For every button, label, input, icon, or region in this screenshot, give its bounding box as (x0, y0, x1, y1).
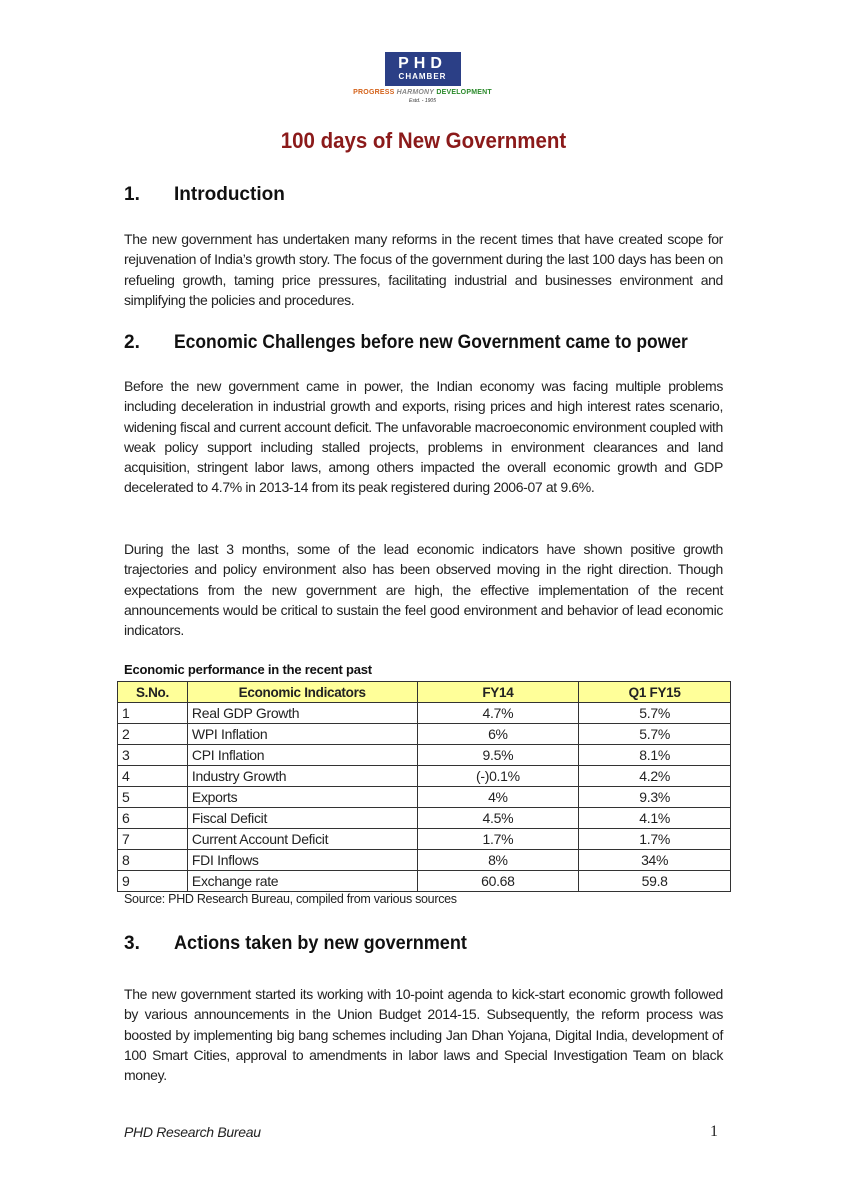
cell-indicator: Industry Growth (187, 766, 417, 787)
section-title: Introduction (174, 184, 285, 205)
table-header-row (118, 682, 731, 703)
cell-indicator: Current Account Deficit (187, 829, 417, 850)
cell-sno: 6 (118, 808, 188, 829)
logo-established: Estd. - 1905 (409, 98, 436, 104)
phd-chamber-logo (340, 52, 505, 114)
cell-q1fy15: 4.2% (579, 766, 731, 787)
document-title: 100 days of New Government (280, 128, 567, 153)
cell-fy14: (-)0.1% (417, 766, 579, 787)
cell-indicator: FDI Inflows (187, 850, 417, 871)
logo-tagline-progress: PROGRESS (353, 89, 395, 96)
table-row (118, 703, 731, 724)
table-row (118, 766, 731, 787)
cell-q1fy15: 8.1% (579, 745, 731, 766)
economic-performance-table (117, 681, 731, 892)
logo-tagline (340, 89, 505, 96)
section-heading-introduction (124, 184, 285, 206)
introduction-paragraph: The new government has undertaken many reforms in the recent times that have created scope for rejuvenation of India’s growth story. The focus of the government during the last 100 days has been on refueling growth, taming price pressures, facilitating industrial and businesses environment and simplifying the policies and procedures. (124, 231, 723, 308)
table-source-note: Source: PHD Research Bureau, compiled from various sources (124, 892, 457, 906)
cell-fy14: 60.68 (417, 871, 579, 892)
cell-fy14: 8% (417, 850, 579, 871)
cell-indicator: Real GDP Growth (187, 703, 417, 724)
cell-sno: 3 (118, 745, 188, 766)
table-row (118, 787, 731, 808)
cell-sno: 2 (118, 724, 188, 745)
column-header-indicator: Economic Indicators (187, 682, 417, 703)
section-title: Economic Challenges before new Government came to power (174, 332, 688, 353)
cell-sno: 8 (118, 850, 188, 871)
logo-tagline-harmony: HARMONY (396, 89, 435, 96)
section-number: 1. (124, 184, 140, 205)
cell-q1fy15: 1.7% (579, 829, 731, 850)
column-header-fy14: FY14 (417, 682, 579, 703)
economic-challenges-paragraph-2: During the last 3 months, some of the lead economic indicators have shown positive growth trajectories and policy environment also has been observed moving in the right direction. Though expectations from the new government are high, the effective implementation of the recent announcements would be critical to sustain the feel good environment and behavior of lead economic indicators. (124, 541, 723, 639)
cell-q1fy15: 59.8 (579, 871, 731, 892)
cell-sno: 9 (118, 871, 188, 892)
footer-publisher: PHD Research Bureau (124, 1124, 261, 1140)
cell-q1fy15: 34% (579, 850, 731, 871)
column-header-q1fy15: Q1 FY15 (579, 682, 731, 703)
logo-tagline-development: DEVELOPMENT (436, 89, 492, 96)
table-row (118, 829, 731, 850)
cell-indicator: Fiscal Deficit (187, 808, 417, 829)
cell-q1fy15: 5.7% (579, 703, 731, 724)
table-row (118, 724, 731, 745)
table-row (118, 745, 731, 766)
cell-fy14: 1.7% (417, 829, 579, 850)
cell-fy14: 9.5% (417, 745, 579, 766)
cell-sno: 4 (118, 766, 188, 787)
cell-indicator: Exchange rate (187, 871, 417, 892)
cell-sno: 1 (118, 703, 188, 724)
column-header-sno: S.No. (118, 682, 188, 703)
cell-indicator: Exports (187, 787, 417, 808)
table-row (118, 850, 731, 871)
cell-indicator: CPI Inflation (187, 745, 417, 766)
section-number: 2. (124, 332, 140, 353)
logo-subtitle: CHAMBER (398, 72, 447, 81)
logo-name: PHD (398, 55, 447, 72)
table-row (118, 871, 731, 892)
cell-fy14: 4.7% (417, 703, 579, 724)
cell-q1fy15: 9.3% (579, 787, 731, 808)
cell-sno: 5 (118, 787, 188, 808)
cell-q1fy15: 4.1% (579, 808, 731, 829)
page-number: 1 (710, 1123, 718, 1140)
table-caption: Economic performance in the recent past (124, 662, 372, 677)
cell-sno: 7 (118, 829, 188, 850)
section-title: Actions taken by new government (174, 933, 467, 954)
section-heading-economic-challenges (124, 332, 733, 354)
table-row (118, 808, 731, 829)
actions-taken-paragraph: The new government started its working with 10-point agenda to kick-start economic growth followed by various announcements in the Union Budget 2014-15. Subsequently, the reform process was boosted by implementing big bang schemes including Jan Dhan Yojana, Digital India, development of 100 Smart Cities, approval to amendments in labor laws and Special Investigation Team on black money. (124, 986, 723, 1084)
section-number: 3. (124, 933, 140, 954)
logo-badge (385, 52, 461, 86)
section-heading-actions-taken (124, 933, 482, 955)
cell-fy14: 4.5% (417, 808, 579, 829)
cell-fy14: 6% (417, 724, 579, 745)
economic-challenges-paragraph-1: Before the new government came in power, the Indian economy was facing multiple problems including deceleration in industrial growth and exports, rising prices and high interest rates scenario, widening fiscal and current account deficit. The unfavorable macroeconomic environment coupled with weak policy support including stalled projects, problems in environment clearances and land acquisition, stringent labor laws, among others impacted the overall economic growth and GDP decelerated to 4.7% in 2013-14 from its peak registered during 2006-07 at 9.6%. (124, 378, 723, 496)
cell-fy14: 4% (417, 787, 579, 808)
cell-indicator: WPI Inflation (187, 724, 417, 745)
cell-q1fy15: 5.7% (579, 724, 731, 745)
